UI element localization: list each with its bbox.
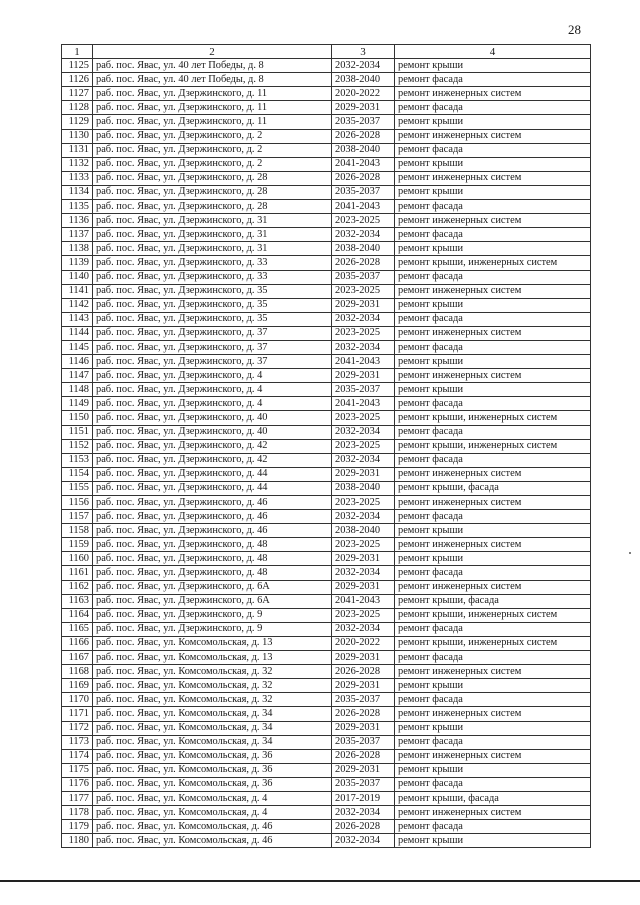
row-number-cell: 1126: [62, 73, 93, 87]
period-cell: 2038-2040: [332, 524, 395, 538]
work-type-cell: ремонт инженерных систем: [395, 707, 591, 721]
address-cell: раб. пос. Явас, ул. Дзержинского, д. 4: [93, 383, 332, 397]
table-row: [62, 355, 591, 369]
work-type-cell: ремонт крыши: [395, 185, 591, 199]
address-cell: раб. пос. Явас, ул. Дзержинского, д. 42: [93, 439, 332, 453]
row-number-cell: 1163: [62, 594, 93, 608]
row-number-cell: 1161: [62, 566, 93, 580]
period-cell: 2029-2031: [332, 580, 395, 594]
row-number-cell: 1139: [62, 256, 93, 270]
period-cell: 2029-2031: [332, 369, 395, 383]
period-cell: 2032-2034: [332, 622, 395, 636]
address-cell: раб. пос. Явас, ул. Комсомольская, д. 34: [93, 735, 332, 749]
work-type-cell: ремонт фасада: [395, 651, 591, 665]
table-row: [62, 580, 591, 594]
row-number-cell: 1135: [62, 200, 93, 214]
address-cell: раб. пос. Явас, ул. Дзержинского, д. 40: [93, 425, 332, 439]
address-cell: раб. пос. Явас, ул. Комсомольская, д. 13: [93, 636, 332, 650]
work-type-cell: ремонт крыши: [395, 524, 591, 538]
work-type-cell: ремонт инженерных систем: [395, 665, 591, 679]
table-row: [62, 340, 591, 354]
period-cell: 2023-2025: [332, 326, 395, 340]
period-cell: 2023-2025: [332, 496, 395, 510]
table-row: [62, 820, 591, 834]
column-header-address: 2: [93, 45, 332, 59]
work-type-cell: ремонт инженерных систем: [395, 171, 591, 185]
table-row: [62, 721, 591, 735]
table-row: [62, 806, 591, 820]
work-type-cell: ремонт крыши: [395, 763, 591, 777]
row-number-cell: 1175: [62, 763, 93, 777]
address-cell: раб. пос. Явас, ул. Комсомольская, д. 46: [93, 820, 332, 834]
address-cell: раб. пос. Явас, ул. Дзержинского, д. 31: [93, 228, 332, 242]
row-number-cell: 1140: [62, 270, 93, 284]
column-header-period: 3: [332, 45, 395, 59]
table-row: [62, 735, 591, 749]
table-row: [62, 566, 591, 580]
address-cell: раб. пос. Явас, ул. Дзержинского, д. 37: [93, 326, 332, 340]
period-cell: 2032-2034: [332, 312, 395, 326]
table-row: [62, 369, 591, 383]
table-row: [62, 679, 591, 693]
row-number-cell: 1179: [62, 820, 93, 834]
table-body: [62, 59, 591, 848]
address-cell: раб. пос. Явас, ул. Дзержинского, д. 33: [93, 256, 332, 270]
column-header-number: 1: [62, 45, 93, 59]
work-type-cell: ремонт фасада: [395, 101, 591, 115]
period-cell: 2029-2031: [332, 298, 395, 312]
row-number-cell: 1159: [62, 538, 93, 552]
work-type-cell: ремонт инженерных систем: [395, 806, 591, 820]
row-number-cell: 1137: [62, 228, 93, 242]
period-cell: 2029-2031: [332, 679, 395, 693]
address-cell: раб. пос. Явас, ул. Дзержинского, д. 35: [93, 298, 332, 312]
table-row: [62, 87, 591, 101]
row-number-cell: 1144: [62, 326, 93, 340]
address-cell: раб. пос. Явас, ул. Дзержинского, д. 31: [93, 242, 332, 256]
period-cell: 2041-2043: [332, 157, 395, 171]
work-type-cell: ремонт фасада: [395, 143, 591, 157]
work-type-cell: ремонт крыши, фасада: [395, 791, 591, 805]
period-cell: 2026-2028: [332, 129, 395, 143]
period-cell: 2023-2025: [332, 214, 395, 228]
address-cell: раб. пос. Явас, ул. Дзержинского, д. 6А: [93, 594, 332, 608]
period-cell: 2035-2037: [332, 777, 395, 791]
table-row: [62, 552, 591, 566]
period-cell: 2029-2031: [332, 467, 395, 481]
period-cell: 2041-2043: [332, 355, 395, 369]
table-row: [62, 185, 591, 199]
table-row: [62, 143, 591, 157]
address-cell: раб. пос. Явас, ул. Дзержинского, д. 11: [93, 101, 332, 115]
row-number-cell: 1142: [62, 298, 93, 312]
address-cell: раб. пос. Явас, ул. Дзержинского, д. 46: [93, 510, 332, 524]
row-number-cell: 1167: [62, 651, 93, 665]
work-type-cell: ремонт инженерных систем: [395, 284, 591, 298]
row-number-cell: 1154: [62, 467, 93, 481]
address-cell: раб. пос. Явас, ул. Дзержинского, д. 42: [93, 453, 332, 467]
table-row: [62, 228, 591, 242]
table-row: [62, 763, 591, 777]
table-row: [62, 791, 591, 805]
row-number-cell: 1171: [62, 707, 93, 721]
work-type-cell: ремонт фасада: [395, 200, 591, 214]
period-cell: 2029-2031: [332, 552, 395, 566]
row-number-cell: 1150: [62, 411, 93, 425]
address-cell: раб. пос. Явас, ул. Комсомольская, д. 36: [93, 763, 332, 777]
table-row: [62, 481, 591, 495]
table-row: [62, 834, 591, 848]
period-cell: 2023-2025: [332, 284, 395, 298]
period-cell: 2023-2025: [332, 608, 395, 622]
period-cell: 2017-2019: [332, 791, 395, 805]
period-cell: 2023-2025: [332, 538, 395, 552]
row-number-cell: 1162: [62, 580, 93, 594]
address-cell: раб. пос. Явас, ул. Дзержинского, д. 48: [93, 552, 332, 566]
table-row: [62, 270, 591, 284]
work-type-cell: ремонт крыши: [395, 157, 591, 171]
address-cell: раб. пос. Явас, ул. Дзержинского, д. 46: [93, 496, 332, 510]
table-row: [62, 693, 591, 707]
work-type-cell: ремонт инженерных систем: [395, 214, 591, 228]
work-type-cell: ремонт крыши: [395, 355, 591, 369]
period-cell: 2032-2034: [332, 806, 395, 820]
work-type-cell: ремонт фасада: [395, 820, 591, 834]
work-type-cell: ремонт инженерных систем: [395, 129, 591, 143]
period-cell: 2035-2037: [332, 693, 395, 707]
work-type-cell: ремонт фасада: [395, 397, 591, 411]
work-type-cell: ремонт фасада: [395, 735, 591, 749]
table-row: [62, 59, 591, 73]
row-number-cell: 1132: [62, 157, 93, 171]
period-cell: 2029-2031: [332, 101, 395, 115]
period-cell: 2041-2043: [332, 200, 395, 214]
address-cell: раб. пос. Явас, ул. Дзержинского, д. 48: [93, 566, 332, 580]
table-row: [62, 157, 591, 171]
work-type-cell: ремонт крыши: [395, 242, 591, 256]
row-number-cell: 1125: [62, 59, 93, 73]
row-number-cell: 1170: [62, 693, 93, 707]
address-cell: раб. пос. Явас, ул. Дзержинского, д. 4: [93, 369, 332, 383]
address-cell: раб. пос. Явас, ул. Комсомольская, д. 4: [93, 791, 332, 805]
work-type-cell: ремонт инженерных систем: [395, 496, 591, 510]
row-number-cell: 1152: [62, 439, 93, 453]
repair-schedule-table: [61, 44, 591, 848]
address-cell: раб. пос. Явас, ул. Дзержинского, д. 2: [93, 157, 332, 171]
address-cell: раб. пос. Явас, ул. Комсомольская, д. 34: [93, 721, 332, 735]
table-row: [62, 524, 591, 538]
period-cell: 2032-2034: [332, 228, 395, 242]
address-cell: раб. пос. Явас, ул. Дзержинского, д. 9: [93, 622, 332, 636]
address-cell: раб. пос. Явас, ул. Дзержинского, д. 31: [93, 214, 332, 228]
address-cell: раб. пос. Явас, ул. Дзержинского, д. 48: [93, 538, 332, 552]
table-row: [62, 453, 591, 467]
row-number-cell: 1178: [62, 806, 93, 820]
work-type-cell: ремонт фасада: [395, 566, 591, 580]
table-row: [62, 665, 591, 679]
row-number-cell: 1155: [62, 481, 93, 495]
address-cell: раб. пос. Явас, ул. Дзержинского, д. 44: [93, 467, 332, 481]
row-number-cell: 1165: [62, 622, 93, 636]
work-type-cell: ремонт инженерных систем: [395, 326, 591, 340]
period-cell: 2026-2028: [332, 256, 395, 270]
work-type-cell: ремонт крыши: [395, 834, 591, 848]
row-number-cell: 1169: [62, 679, 93, 693]
table-row: [62, 707, 591, 721]
scan-speck: [629, 552, 631, 554]
row-number-cell: 1146: [62, 355, 93, 369]
table-row: [62, 510, 591, 524]
table-row: [62, 594, 591, 608]
work-type-cell: ремонт крыши, инженерных систем: [395, 256, 591, 270]
address-cell: раб. пос. Явас, ул. Дзержинского, д. 33: [93, 270, 332, 284]
table-row: [62, 622, 591, 636]
period-cell: 2035-2037: [332, 735, 395, 749]
address-cell: раб. пос. Явас, ул. Дзержинского, д. 44: [93, 481, 332, 495]
period-cell: 2023-2025: [332, 439, 395, 453]
table-row: [62, 777, 591, 791]
work-type-cell: ремонт фасада: [395, 622, 591, 636]
period-cell: 2032-2034: [332, 510, 395, 524]
row-number-cell: 1131: [62, 143, 93, 157]
row-number-cell: 1166: [62, 636, 93, 650]
period-cell: 2041-2043: [332, 397, 395, 411]
work-type-cell: ремонт крыши: [395, 679, 591, 693]
period-cell: 2032-2034: [332, 340, 395, 354]
address-cell: раб. пос. Явас, ул. Комсомольская, д. 34: [93, 707, 332, 721]
address-cell: раб. пос. Явас, ул. Дзержинского, д. 28: [93, 171, 332, 185]
table-row: [62, 749, 591, 763]
address-cell: раб. пос. Явас, ул. Комсомольская, д. 32: [93, 679, 332, 693]
address-cell: раб. пос. Явас, ул. Дзержинского, д. 35: [93, 284, 332, 298]
address-cell: раб. пос. Явас, ул. Комсомольская, д. 36: [93, 777, 332, 791]
address-cell: раб. пос. Явас, ул. Комсомольская, д. 13: [93, 651, 332, 665]
row-number-cell: 1158: [62, 524, 93, 538]
period-cell: 2026-2028: [332, 749, 395, 763]
table-row: [62, 439, 591, 453]
address-cell: раб. пос. Явас, ул. Комсомольская, д. 4: [93, 806, 332, 820]
row-number-cell: 1136: [62, 214, 93, 228]
table-row: [62, 397, 591, 411]
table-row: [62, 101, 591, 115]
work-type-cell: ремонт инженерных систем: [395, 467, 591, 481]
table-row: [62, 383, 591, 397]
table-row: [62, 171, 591, 185]
address-cell: раб. пос. Явас, ул. Дзержинского, д. 46: [93, 524, 332, 538]
period-cell: 2038-2040: [332, 143, 395, 157]
period-cell: 2038-2040: [332, 481, 395, 495]
period-cell: 2026-2028: [332, 171, 395, 185]
work-type-cell: ремонт фасада: [395, 425, 591, 439]
row-number-cell: 1177: [62, 791, 93, 805]
period-cell: 2041-2043: [332, 594, 395, 608]
address-cell: раб. пос. Явас, ул. Дзержинского, д. 40: [93, 411, 332, 425]
work-type-cell: ремонт крыши: [395, 721, 591, 735]
table-row: [62, 256, 591, 270]
table-row: [62, 242, 591, 256]
table-row: [62, 651, 591, 665]
table-row: [62, 73, 591, 87]
page-bottom-rule: [0, 880, 640, 882]
period-cell: 2032-2034: [332, 59, 395, 73]
work-type-cell: ремонт крыши, инженерных систем: [395, 636, 591, 650]
table-row: [62, 214, 591, 228]
address-cell: раб. пос. Явас, ул. Дзержинского, д. 4: [93, 397, 332, 411]
address-cell: раб. пос. Явас, ул. Дзержинского, д. 28: [93, 200, 332, 214]
period-cell: 2032-2034: [332, 834, 395, 848]
work-type-cell: ремонт инженерных систем: [395, 369, 591, 383]
table-row: [62, 538, 591, 552]
work-type-cell: ремонт крыши, фасада: [395, 481, 591, 495]
work-type-cell: ремонт крыши: [395, 298, 591, 312]
period-cell: 2020-2022: [332, 87, 395, 101]
period-cell: 2020-2022: [332, 636, 395, 650]
work-type-cell: ремонт фасада: [395, 270, 591, 284]
table-row: [62, 284, 591, 298]
table-row: [62, 425, 591, 439]
table-row: [62, 115, 591, 129]
period-cell: 2032-2034: [332, 453, 395, 467]
period-cell: 2032-2034: [332, 425, 395, 439]
period-cell: 2032-2034: [332, 566, 395, 580]
table-row: [62, 496, 591, 510]
address-cell: раб. пос. Явас, ул. Дзержинского, д. 2: [93, 129, 332, 143]
row-number-cell: 1176: [62, 777, 93, 791]
work-type-cell: ремонт фасада: [395, 453, 591, 467]
row-number-cell: 1173: [62, 735, 93, 749]
address-cell: раб. пос. Явас, ул. Дзержинского, д. 2: [93, 143, 332, 157]
work-type-cell: ремонт крыши: [395, 383, 591, 397]
row-number-cell: 1134: [62, 185, 93, 199]
address-cell: раб. пос. Явас, ул. Дзержинского, д. 11: [93, 115, 332, 129]
period-cell: 2038-2040: [332, 73, 395, 87]
row-number-cell: 1147: [62, 369, 93, 383]
work-type-cell: ремонт инженерных систем: [395, 580, 591, 594]
period-cell: 2029-2031: [332, 721, 395, 735]
row-number-cell: 1156: [62, 496, 93, 510]
row-number-cell: 1168: [62, 665, 93, 679]
period-cell: 2029-2031: [332, 763, 395, 777]
address-cell: раб. пос. Явас, ул. 40 лет Победы, д. 8: [93, 73, 332, 87]
column-header-work-type: 4: [395, 45, 591, 59]
work-type-cell: ремонт фасада: [395, 340, 591, 354]
period-cell: 2029-2031: [332, 651, 395, 665]
row-number-cell: 1157: [62, 510, 93, 524]
work-type-cell: ремонт крыши: [395, 115, 591, 129]
work-type-cell: ремонт фасада: [395, 693, 591, 707]
period-cell: 2023-2025: [332, 411, 395, 425]
work-type-cell: ремонт крыши, инженерных систем: [395, 439, 591, 453]
address-cell: раб. пос. Явас, ул. Комсомольская, д. 46: [93, 834, 332, 848]
row-number-cell: 1130: [62, 129, 93, 143]
period-cell: 2026-2028: [332, 707, 395, 721]
row-number-cell: 1129: [62, 115, 93, 129]
address-cell: раб. пос. Явас, ул. Комсомольская, д. 36: [93, 749, 332, 763]
period-cell: 2035-2037: [332, 383, 395, 397]
table-row: [62, 467, 591, 481]
period-cell: 2026-2028: [332, 665, 395, 679]
table-row: [62, 312, 591, 326]
row-number-cell: 1133: [62, 171, 93, 185]
table-row: [62, 636, 591, 650]
table-row: [62, 298, 591, 312]
row-number-cell: 1172: [62, 721, 93, 735]
row-number-cell: 1145: [62, 340, 93, 354]
table-row: [62, 200, 591, 214]
work-type-cell: ремонт крыши, фасада: [395, 594, 591, 608]
address-cell: раб. пос. Явас, ул. Дзержинского, д. 11: [93, 87, 332, 101]
address-cell: раб. пос. Явас, ул. 40 лет Победы, д. 8: [93, 59, 332, 73]
address-cell: раб. пос. Явас, ул. Комсомольская, д. 32: [93, 693, 332, 707]
table-row: [62, 326, 591, 340]
address-cell: раб. пос. Явас, ул. Дзержинского, д. 6А: [93, 580, 332, 594]
work-type-cell: ремонт фасада: [395, 228, 591, 242]
work-type-cell: ремонт инженерных систем: [395, 87, 591, 101]
row-number-cell: 1143: [62, 312, 93, 326]
row-number-cell: 1148: [62, 383, 93, 397]
row-number-cell: 1164: [62, 608, 93, 622]
table-row: [62, 608, 591, 622]
table-row: [62, 129, 591, 143]
period-cell: 2035-2037: [332, 270, 395, 284]
row-number-cell: 1180: [62, 834, 93, 848]
row-number-cell: 1153: [62, 453, 93, 467]
row-number-cell: 1151: [62, 425, 93, 439]
row-number-cell: 1138: [62, 242, 93, 256]
table-header-row: [62, 45, 591, 59]
address-cell: раб. пос. Явас, ул. Дзержинского, д. 37: [93, 340, 332, 354]
table-row: [62, 411, 591, 425]
period-cell: 2026-2028: [332, 820, 395, 834]
work-type-cell: ремонт фасада: [395, 73, 591, 87]
address-cell: раб. пос. Явас, ул. Дзержинского, д. 9: [93, 608, 332, 622]
address-cell: раб. пос. Явас, ул. Дзержинского, д. 37: [93, 355, 332, 369]
period-cell: 2035-2037: [332, 185, 395, 199]
work-type-cell: ремонт крыши, инженерных систем: [395, 608, 591, 622]
work-type-cell: ремонт фасада: [395, 777, 591, 791]
address-cell: раб. пос. Явас, ул. Комсомольская, д. 32: [93, 665, 332, 679]
period-cell: 2038-2040: [332, 242, 395, 256]
row-number-cell: 1174: [62, 749, 93, 763]
row-number-cell: 1160: [62, 552, 93, 566]
work-type-cell: ремонт крыши: [395, 59, 591, 73]
work-type-cell: ремонт крыши, инженерных систем: [395, 411, 591, 425]
row-number-cell: 1141: [62, 284, 93, 298]
work-type-cell: ремонт инженерных систем: [395, 749, 591, 763]
row-number-cell: 1128: [62, 101, 93, 115]
period-cell: 2035-2037: [332, 115, 395, 129]
work-type-cell: ремонт фасада: [395, 510, 591, 524]
work-type-cell: ремонт фасада: [395, 312, 591, 326]
row-number-cell: 1149: [62, 397, 93, 411]
work-type-cell: ремонт инженерных систем: [395, 538, 591, 552]
row-number-cell: 1127: [62, 87, 93, 101]
page-number: 28: [568, 22, 581, 37]
address-cell: раб. пос. Явас, ул. Дзержинского, д. 35: [93, 312, 332, 326]
address-cell: раб. пос. Явас, ул. Дзержинского, д. 28: [93, 185, 332, 199]
work-type-cell: ремонт крыши: [395, 552, 591, 566]
